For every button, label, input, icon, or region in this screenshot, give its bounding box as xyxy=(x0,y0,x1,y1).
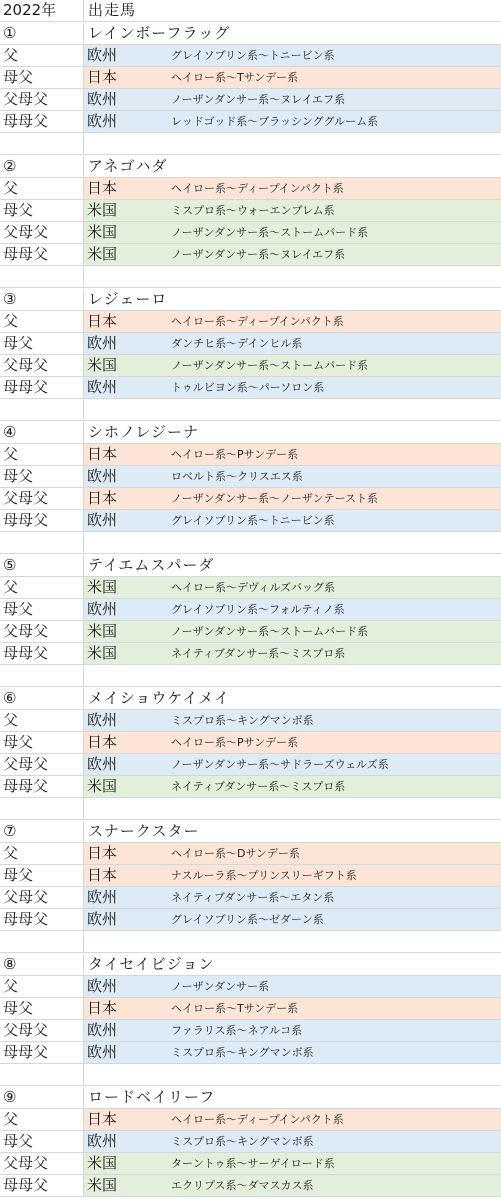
lineage-label: ヘイロー系～Tサンデー系 xyxy=(171,71,299,84)
region-lineage-cell[interactable] xyxy=(84,111,501,132)
region-lineage-cell[interactable] xyxy=(84,621,501,642)
region-label: 欧州 xyxy=(87,511,118,529)
role-cell[interactable]: 父母父 xyxy=(0,488,84,509)
horse-title-row xyxy=(0,156,501,178)
empty-cell[interactable] xyxy=(84,532,501,553)
region-lineage-cell[interactable] xyxy=(84,865,501,886)
region-label: 米国 xyxy=(87,777,118,795)
empty-cell[interactable] xyxy=(0,931,84,952)
lineage-label: ヘイロー系～Dサンデー系 xyxy=(171,847,300,860)
horse-name-cell[interactable]: メイショウケイメイ xyxy=(88,689,230,707)
lineage-label: ネイティブダンサー系～ミスプロ系 xyxy=(171,780,346,793)
horse-number-cell[interactable]: ④ xyxy=(0,422,84,443)
lineage-label: グレイソブリン系～トニービン系 xyxy=(171,49,335,62)
region-lineage-cell[interactable] xyxy=(84,843,501,864)
role-cell[interactable]: 母母父 xyxy=(0,244,84,265)
horse-number-cell[interactable]: ① xyxy=(0,23,84,44)
role-cell[interactable]: 母母父 xyxy=(0,776,84,797)
horse-title-row xyxy=(0,422,501,444)
horse-title-row xyxy=(0,23,501,45)
pedigree-row xyxy=(0,843,501,865)
empty-cell[interactable] xyxy=(84,266,501,287)
horse-title-row xyxy=(0,954,501,976)
horse-title-row xyxy=(0,821,501,843)
pedigree-row xyxy=(0,599,501,621)
region-label: 米国 xyxy=(87,201,118,219)
role-cell[interactable]: 母父 xyxy=(0,599,84,620)
horse-number-cell[interactable]: ② xyxy=(0,156,84,177)
blank-row xyxy=(0,266,501,288)
role-cell[interactable]: 父 xyxy=(0,710,84,731)
pedigree-row xyxy=(0,865,501,887)
horse-name-cell[interactable]: スナークスター xyxy=(88,822,200,840)
region-lineage-cell[interactable] xyxy=(84,200,501,221)
region-label: 欧州 xyxy=(87,334,118,352)
region-label: 日本 xyxy=(87,179,118,197)
role-cell[interactable]: 父 xyxy=(0,444,84,465)
lineage-label: ノーザンダンサー系～サドラーズウェルズ系 xyxy=(171,758,389,771)
role-cell[interactable]: 母母父 xyxy=(0,643,84,664)
region-label: 欧州 xyxy=(87,977,118,995)
lineage-label: ノーザンダンサー系～ストームバード系 xyxy=(171,359,369,372)
empty-cell[interactable] xyxy=(0,399,84,420)
pedigree-row xyxy=(0,776,501,798)
region-lineage-cell[interactable] xyxy=(84,444,501,465)
region-lineage-cell[interactable] xyxy=(84,222,501,243)
pedigree-row xyxy=(0,710,501,732)
role-cell[interactable]: 父 xyxy=(0,1109,84,1130)
region-lineage-cell[interactable] xyxy=(84,89,501,110)
lineage-label: ターントゥ系～サーゲイロード系 xyxy=(171,1157,335,1170)
region-lineage-cell[interactable] xyxy=(84,45,501,66)
region-label: 日本 xyxy=(87,999,118,1017)
horse-title-row xyxy=(0,289,501,311)
role-cell[interactable]: 父 xyxy=(0,843,84,864)
lineage-label: ミスプロ系～キングマンボ系 xyxy=(171,1135,314,1148)
region-label: 日本 xyxy=(87,733,118,751)
lineage-label: ノーザンダンサー系～ヌレイエフ系 xyxy=(171,248,346,261)
region-lineage-cell[interactable] xyxy=(84,355,501,376)
lineage-label: ヘイロー系～ディープインパクト系 xyxy=(171,182,344,195)
lineage-label: レッドゴッド系～ブラッシンググルーム系 xyxy=(171,115,379,128)
lineage-label: ヘイロー系～Pサンデー系 xyxy=(171,448,299,461)
role-cell[interactable]: 父 xyxy=(0,178,84,199)
pedigree-row xyxy=(0,732,501,754)
role-cell[interactable]: 母父 xyxy=(0,200,84,221)
region-lineage-cell[interactable] xyxy=(84,1020,501,1041)
region-lineage-cell[interactable] xyxy=(84,178,501,199)
lineage-label: ナスルーラ系～プリンスリーギフト系 xyxy=(171,869,357,882)
horse-name-cell[interactable]: ロードベイリーフ xyxy=(88,1088,216,1106)
pedigree-row xyxy=(0,754,501,776)
region-lineage-cell[interactable] xyxy=(84,67,501,88)
lineage-label: ヘイロー系～Pサンデー系 xyxy=(171,736,299,749)
lineage-label: ファラリス系～ネアルコ系 xyxy=(171,1024,303,1037)
region-label: 米国 xyxy=(87,622,118,640)
lineage-label: グレイソブリン系～フォルティノ系 xyxy=(171,603,345,616)
region-lineage-cell[interactable] xyxy=(84,1131,501,1152)
role-cell[interactable]: 母父 xyxy=(0,865,84,886)
year-header-cell[interactable]: 2022年 xyxy=(0,0,84,21)
pedigree-row xyxy=(0,1109,501,1131)
role-cell[interactable]: 母父 xyxy=(0,1131,84,1152)
region-label: 日本 xyxy=(87,312,118,330)
region-label: 欧州 xyxy=(87,467,118,485)
role-cell[interactable]: 母父 xyxy=(0,998,84,1019)
empty-cell[interactable] xyxy=(84,133,501,154)
lineage-label: ネイティブダンサー系～ミスプロ系 xyxy=(171,647,346,660)
region-label: 欧州 xyxy=(87,1043,118,1061)
role-cell[interactable]: 父 xyxy=(0,577,84,598)
empty-cell[interactable] xyxy=(84,665,501,686)
role-cell[interactable]: 父母父 xyxy=(0,887,84,908)
region-label: 欧州 xyxy=(87,112,118,130)
pedigree-row xyxy=(0,444,501,466)
region-lineage-cell[interactable] xyxy=(84,1042,501,1063)
pedigree-row xyxy=(0,466,501,488)
lineage-label: ノーザンダンサー系～ストームバード系 xyxy=(171,625,369,638)
lineage-label: ヘイロー系～デヴィルズバッグ系 xyxy=(171,581,336,594)
region-label: 日本 xyxy=(87,68,118,86)
region-label: 米国 xyxy=(87,578,118,596)
region-label: 欧州 xyxy=(87,90,118,108)
role-cell[interactable]: 母父 xyxy=(0,466,84,487)
region-lineage-cell[interactable] xyxy=(84,377,501,398)
role-cell[interactable]: 母母父 xyxy=(0,909,84,930)
lineage-label: ノーザンダンサー系～ノーザンテースト系 xyxy=(171,492,379,505)
lineage-label: ノーザンダンサー系～ヌレイエフ系 xyxy=(171,93,346,106)
pedigree-row xyxy=(0,45,501,67)
region-lineage-cell[interactable] xyxy=(84,998,501,1019)
region-lineage-cell[interactable] xyxy=(84,976,501,997)
pedigree-row xyxy=(0,1020,501,1042)
region-lineage-cell[interactable] xyxy=(84,333,501,354)
region-label: 米国 xyxy=(87,245,118,263)
pedigree-row xyxy=(0,89,501,111)
pedigree-row xyxy=(0,1153,501,1175)
region-label: 日本 xyxy=(87,866,118,884)
role-cell[interactable]: 母父 xyxy=(0,67,84,88)
pedigree-row xyxy=(0,621,501,643)
region-label: 米国 xyxy=(87,223,118,241)
role-cell[interactable]: 母母父 xyxy=(0,510,84,531)
region-lineage-cell[interactable] xyxy=(84,466,501,487)
role-cell[interactable]: 父母父 xyxy=(0,754,84,775)
lineage-label: ネイティブダンサー系～エタン系 xyxy=(171,891,335,904)
role-cell[interactable]: 母母父 xyxy=(0,377,84,398)
pedigree-row xyxy=(0,333,501,355)
horse-title-row xyxy=(0,688,501,710)
role-cell[interactable]: 父母父 xyxy=(0,355,84,376)
region-label: 米国 xyxy=(87,644,118,662)
lineage-label: グレイソブリン系～ゼダーン系 xyxy=(171,913,324,926)
region-lineage-cell[interactable] xyxy=(84,577,501,598)
horse-name-cell[interactable]: タイセイビジョン xyxy=(88,955,215,973)
region-label: 欧州 xyxy=(87,600,118,618)
region-label: 欧州 xyxy=(87,378,118,396)
lineage-label: ノーザンダンサー系～ストームバード系 xyxy=(171,226,369,239)
lineage-label: ヘイロー系～ディープインパクト系 xyxy=(171,315,344,328)
horse-number-cell[interactable]: ⑦ xyxy=(0,821,84,842)
lineage-label: ロベルト系～クリスエス系 xyxy=(171,470,303,483)
empty-cell[interactable] xyxy=(0,665,84,686)
region-lineage-cell[interactable] xyxy=(84,1153,501,1174)
pedigree-row xyxy=(0,488,501,510)
region-lineage-cell[interactable] xyxy=(84,244,501,265)
region-label: 欧州 xyxy=(87,888,118,906)
lineage-label: ヘイロー系～ディープインパクト系 xyxy=(171,1113,344,1126)
pedigree-row xyxy=(0,577,501,599)
lineage-label: エクリプス系～ダマスカス系 xyxy=(171,1179,314,1192)
blank-row xyxy=(0,798,501,820)
empty-cell[interactable] xyxy=(84,931,501,952)
region-label: 欧州 xyxy=(87,1132,118,1150)
pedigree-row xyxy=(0,244,501,266)
pedigree-row xyxy=(0,311,501,333)
blank-row xyxy=(0,133,501,155)
empty-cell[interactable] xyxy=(0,798,84,819)
horse-name-cell[interactable]: シホノレジーナ xyxy=(88,423,200,441)
lineage-label: ヘイロー系～Tサンデー系 xyxy=(171,1002,299,1015)
region-lineage-cell[interactable] xyxy=(84,710,501,731)
empty-cell[interactable] xyxy=(84,1064,501,1085)
region-lineage-cell[interactable] xyxy=(84,510,501,531)
empty-cell[interactable] xyxy=(84,399,501,420)
horse-number-cell[interactable]: ⑥ xyxy=(0,688,84,709)
region-label: 米国 xyxy=(87,1154,118,1172)
blank-row xyxy=(0,399,501,421)
blank-row xyxy=(0,532,501,554)
region-lineage-cell[interactable] xyxy=(84,732,501,753)
role-cell[interactable]: 父母父 xyxy=(0,1020,84,1041)
pedigree-row xyxy=(0,355,501,377)
region-label: 日本 xyxy=(87,844,118,862)
region-label: 日本 xyxy=(87,1110,118,1128)
role-cell[interactable]: 父 xyxy=(0,311,84,332)
pedigree-row xyxy=(0,909,501,931)
pedigree-row xyxy=(0,67,501,89)
horse-title-row xyxy=(0,1087,501,1109)
pedigree-row xyxy=(0,200,501,222)
role-cell[interactable]: 母父 xyxy=(0,333,84,354)
region-lineage-cell[interactable] xyxy=(84,776,501,797)
horse-number-cell[interactable]: ③ xyxy=(0,289,84,310)
role-cell[interactable]: 母母父 xyxy=(0,1175,84,1196)
role-cell[interactable]: 母母父 xyxy=(0,111,84,132)
lineage-label: トゥルビヨン系～パーソロン系 xyxy=(171,381,325,394)
blank-row xyxy=(0,665,501,687)
role-cell[interactable]: 母母父 xyxy=(0,1042,84,1063)
region-lineage-cell[interactable] xyxy=(84,909,501,930)
role-cell[interactable]: 父 xyxy=(0,45,84,66)
lineage-label: ミスプロ系～ウォーエンブレム系 xyxy=(171,204,335,217)
region-lineage-cell[interactable] xyxy=(84,1175,501,1196)
role-cell[interactable]: 母父 xyxy=(0,732,84,753)
horse-header-cell[interactable]: 出走馬 xyxy=(88,1,137,19)
role-cell[interactable]: 父母父 xyxy=(0,89,84,110)
horse-name-cell[interactable]: テイエムスパーダ xyxy=(88,556,215,574)
horse-name-cell[interactable]: アネゴハダ xyxy=(88,157,168,175)
blank-row xyxy=(0,1064,501,1086)
pedigree-row xyxy=(0,998,501,1020)
region-lineage-cell[interactable] xyxy=(84,887,501,908)
pedigree-row xyxy=(0,1131,501,1153)
region-label: 米国 xyxy=(87,1176,118,1194)
lineage-label: ダンチヒ系～デインヒル系 xyxy=(171,337,303,350)
region-lineage-cell[interactable] xyxy=(84,488,501,509)
horse-title-row xyxy=(0,555,501,577)
horse-number-cell[interactable]: ⑤ xyxy=(0,555,84,576)
pedigree-row xyxy=(0,887,501,909)
empty-cell[interactable] xyxy=(0,1064,84,1085)
horse-number-cell[interactable]: ⑧ xyxy=(0,954,84,975)
pedigree-row xyxy=(0,1175,501,1197)
pedigree-row xyxy=(0,643,501,665)
lineage-label: ミスプロ系～キングマンボ系 xyxy=(171,1046,314,1059)
role-cell[interactable]: 父母父 xyxy=(0,1153,84,1174)
region-lineage-cell[interactable] xyxy=(84,754,501,775)
region-label: 欧州 xyxy=(87,1021,118,1039)
lineage-label: ミスプロ系～キングマンボ系 xyxy=(171,714,314,727)
pedigree-row xyxy=(0,1042,501,1064)
region-lineage-cell[interactable] xyxy=(84,599,501,620)
region-label: 米国 xyxy=(87,356,118,374)
pedigree-row xyxy=(0,222,501,244)
blank-row xyxy=(0,931,501,953)
pedigree-row xyxy=(0,111,501,133)
empty-cell[interactable] xyxy=(0,133,84,154)
region-label: 欧州 xyxy=(87,910,118,928)
region-label: 欧州 xyxy=(87,755,118,773)
region-label: 日本 xyxy=(87,489,118,507)
pedigree-row xyxy=(0,377,501,399)
pedigree-row xyxy=(0,510,501,532)
lineage-label: グレイソブリン系～トニービン系 xyxy=(171,514,335,527)
lineage-label: ノーザンダンサー系 xyxy=(171,980,270,993)
pedigree-row xyxy=(0,976,501,998)
region-lineage-cell[interactable] xyxy=(84,1109,501,1130)
region-label: 欧州 xyxy=(87,46,118,64)
empty-cell[interactable] xyxy=(84,798,501,819)
empty-cell[interactable] xyxy=(0,532,84,553)
region-lineage-cell[interactable] xyxy=(84,643,501,664)
horse-name-cell[interactable]: レジェーロ xyxy=(88,290,168,308)
region-label: 日本 xyxy=(87,445,118,463)
horse-number-cell[interactable]: ⑨ xyxy=(0,1087,84,1108)
pedigree-row xyxy=(0,178,501,200)
role-cell[interactable]: 父母父 xyxy=(0,621,84,642)
header-row xyxy=(0,0,501,22)
horse-name-cell[interactable]: レインボーフラッグ xyxy=(88,24,231,42)
region-label: 欧州 xyxy=(87,711,118,729)
role-cell[interactable]: 父母父 xyxy=(0,222,84,243)
role-cell[interactable]: 父 xyxy=(0,976,84,997)
region-lineage-cell[interactable] xyxy=(84,311,501,332)
empty-cell[interactable] xyxy=(0,266,84,287)
